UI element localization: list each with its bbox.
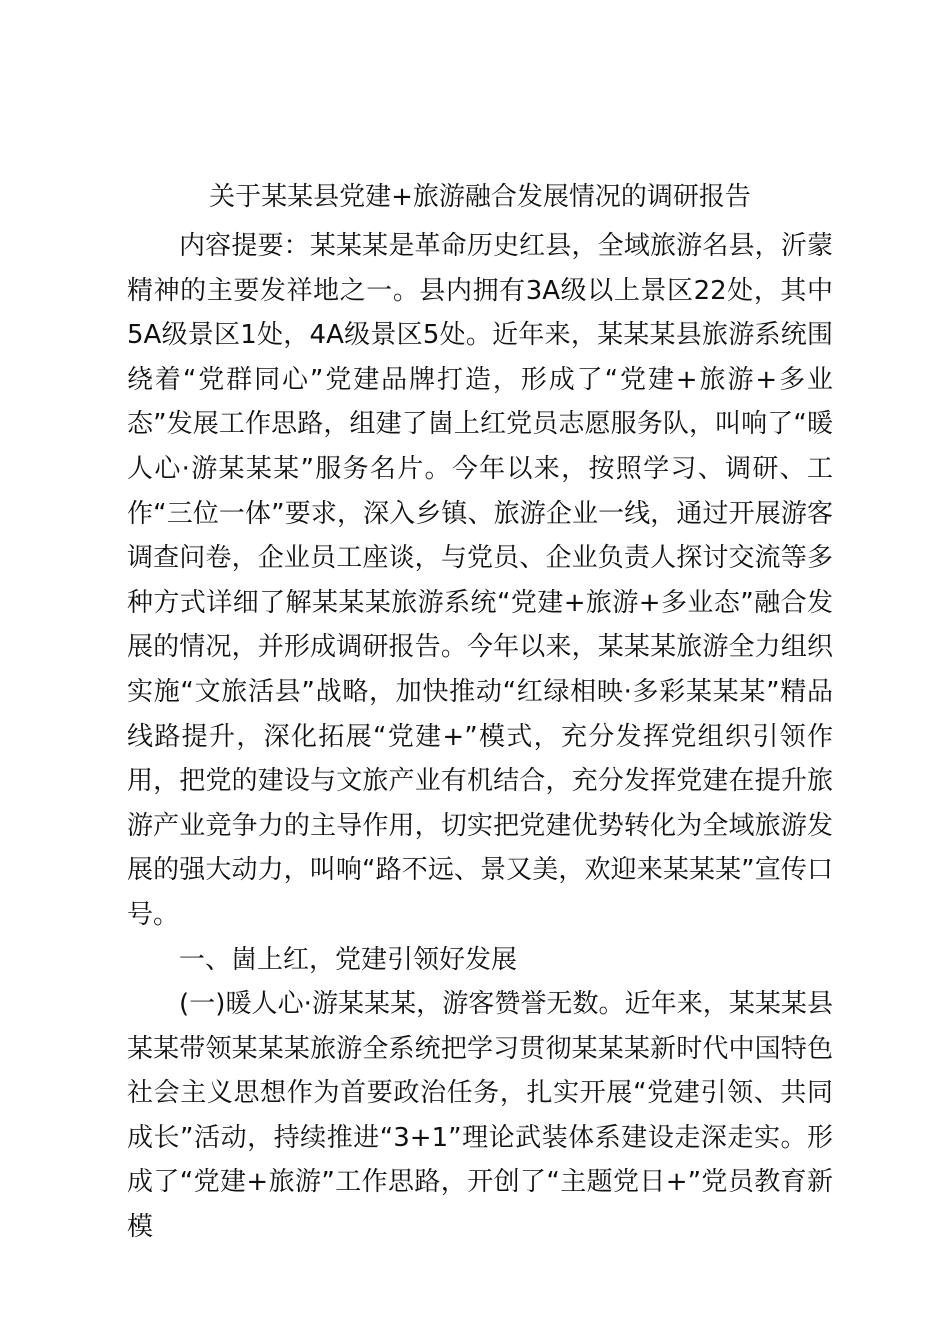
- section-paragraph: (一)暖人心·游某某某，游客赞誉无数。近年来，某某某县某某带领某某某旅游全系统把学习贯彻某某某新时代中国特色社会主义思想作为首要政治任务，扎实开展“党建引领、共同成长”活动，持续推进“3+1”理论武装体系建设走深走实。形成了“党建+旅游”工作思路，开创了“主题党日+”党员教育新模: [127, 989, 833, 1243]
- section-heading: 一、崮上红，党建引领好发展: [179, 944, 518, 975]
- document-title: 关于某某县党建+旅游融合发展情况的调研报告: [209, 182, 751, 212]
- document-body: [127, 224, 833, 1250]
- abstract-paragraph: 内容提要：某某某是革命历史红县，全域旅游名县，沂蒙精神的主要发祥地之一。县内拥有3A级以上景区22处，其中5A级景区1处，4A级景区5处。近年来，某某某县旅游系统围绕着“党群同心”党建品牌打造，形成了“党建+旅游+多业态”发展工作思路，组建了崮上红党员志愿服务队，叫响了“暖人心·游某某某”服务名片。今年以来，按照学习、调研、工作“三位一体”要求，深入乡镇、旅游企业一线，通过开展游客调查问卷，企业员工座谈，与党员、企业负责人探讨交流等多种方式详细了解某某某旅游系统“党建+旅游+多业态”融合发展的情况，并形成调研报告。今年以来，某某某旅游全力组织实施“文旅活县”战略，加快推动“红绿相映·多彩某某某”精品线路提升，深化拓展“党建+”模式，充分发挥党组织引领作用，把党的建设与文旅产业有机结合，充分发挥党建在提升旅游产业竞争力的主导作用，切实把党建优势转化为全域旅游发展的强大动力，叫响“路不远、景又美，欢迎来某某某”宣传口号。: [127, 231, 833, 930]
